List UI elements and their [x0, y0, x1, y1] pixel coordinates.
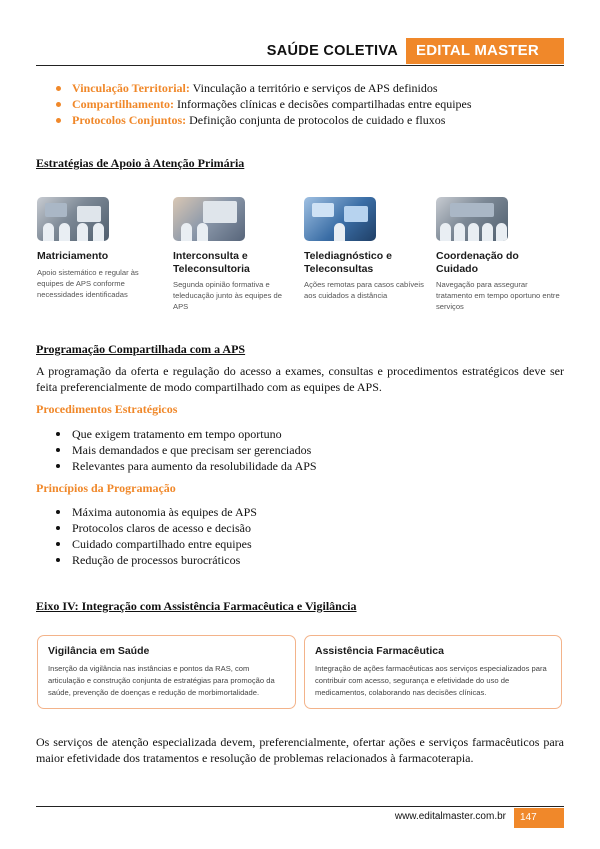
list-item-text: Definição conjunta de protocolos de cuidado e fluxos [186, 113, 446, 127]
list-item: Redução de processos burocráticos [56, 552, 257, 568]
footer-url-link[interactable]: www.editalmaster.com.br [394, 811, 506, 822]
list-item-label: Compartilhamento: [72, 97, 174, 111]
subtitle-principios: Princípios da Programação [36, 481, 176, 495]
strategy-card-matriciamento [37, 197, 161, 300]
card-title: Telediagnóstico e Teleconsultas [304, 250, 392, 275]
box-title: Vigilância em Saúde [48, 645, 150, 657]
telemedicine-photo [304, 197, 376, 241]
strategy-card-coordenacao [436, 197, 560, 312]
strategy-cards [37, 197, 567, 327]
section-title-eixo-iv: Eixo IV: Integração com Assistência Farmacêutica e Vigilância [36, 599, 357, 613]
list-item [56, 96, 472, 112]
principios-list [56, 504, 257, 568]
list-item-text: Informações clínicas e decisões compartilhadas entre equipes [174, 97, 472, 111]
header-divider [36, 65, 564, 66]
list-item: Máxima autonomia às equipes de APS [56, 504, 257, 520]
intro-list [56, 80, 472, 128]
box-text: Integração de ações farmacêuticas aos serviços especializados para contribuir com acesso, segurança e efetividade do uso de medicamentos, colaborando nas decisões clínicas. [315, 664, 547, 697]
list-item [56, 80, 472, 96]
section-title-programacao: Programação Compartilhada com a APS [36, 342, 246, 356]
card-title: Matriciamento [37, 250, 109, 262]
footer-divider [36, 806, 564, 807]
box-text: Inserção da vigilância nas instâncias e pontos da RAS, com articulação e construção conjunta de estratégias para promoção da saúde, prevenção de doenças e redução de morbimortalidade. [48, 664, 275, 697]
closing-paragraph: Os serviços de atenção especializada devem, preferencialmente, ofertar ações e serviços farmacêuticos para maior efetividade dos tratamentos e resolução de problemas relacionados à farmacoterapia. [36, 735, 564, 765]
programacao-paragraph: A programação da oferta e regulação do acesso a exames, consultas e procedimentos estratégicos deve ser feita preferencialmente de modo compartilhado com as equipes de APS. [36, 364, 564, 394]
subtitle-procedimentos: Procedimentos Estratégicos [36, 402, 178, 416]
card-text: Apoio sistemático e regular às equipes de APS conforme necessidades identificadas [37, 267, 139, 299]
consultation-photo [173, 197, 245, 241]
list-item: Cuidado compartilhado entre equipes [56, 536, 257, 552]
card-title: Interconsulta e Teleconsultoria [173, 250, 250, 275]
card-text: Navegação para assegurar tratamento em tempo oportuno entre serviços [436, 280, 560, 311]
header-brand-badge: EDITAL MASTER [406, 38, 564, 64]
page-header [36, 38, 564, 66]
info-box-assistencia [304, 635, 562, 709]
list-item: Relevantes para aumento da resolubilidade da APS [56, 458, 317, 474]
header-category: SAÚDE COLETIVA [266, 43, 398, 59]
section-title-apoio: Estratégias de Apoio à Atenção Primária [36, 156, 245, 170]
strategy-card-interconsulta [173, 197, 297, 312]
meeting-photo [37, 197, 109, 241]
page-footer [36, 806, 564, 828]
card-title: Coordenação do Cuidado [436, 250, 519, 275]
team-photo [436, 197, 508, 241]
box-title: Assistência Farmacêutica [315, 645, 444, 657]
list-item-text: Vinculação a território e serviços de APS definidos [189, 81, 438, 95]
info-box-vigilancia [37, 635, 296, 709]
card-text: Segunda opinião formativa e teleducação junto às equipes de APS [173, 280, 282, 311]
page-number-badge: 147 [514, 808, 564, 828]
list-item: Mais demandados e que precisam ser gerenciados [56, 442, 317, 458]
procedimentos-list [56, 426, 317, 474]
strategy-card-telediagnostico [304, 197, 428, 301]
list-item-label: Protocolos Conjuntos: [72, 113, 187, 127]
list-item-label: Vinculação Territorial: [72, 81, 190, 95]
list-item [56, 112, 472, 128]
list-item: Que exigem tratamento em tempo oportuno [56, 426, 317, 442]
list-item: Protocolos claros de acesso e decisão [56, 520, 257, 536]
card-text: Ações remotas para casos cabíveis aos cuidados a distância [304, 280, 424, 300]
